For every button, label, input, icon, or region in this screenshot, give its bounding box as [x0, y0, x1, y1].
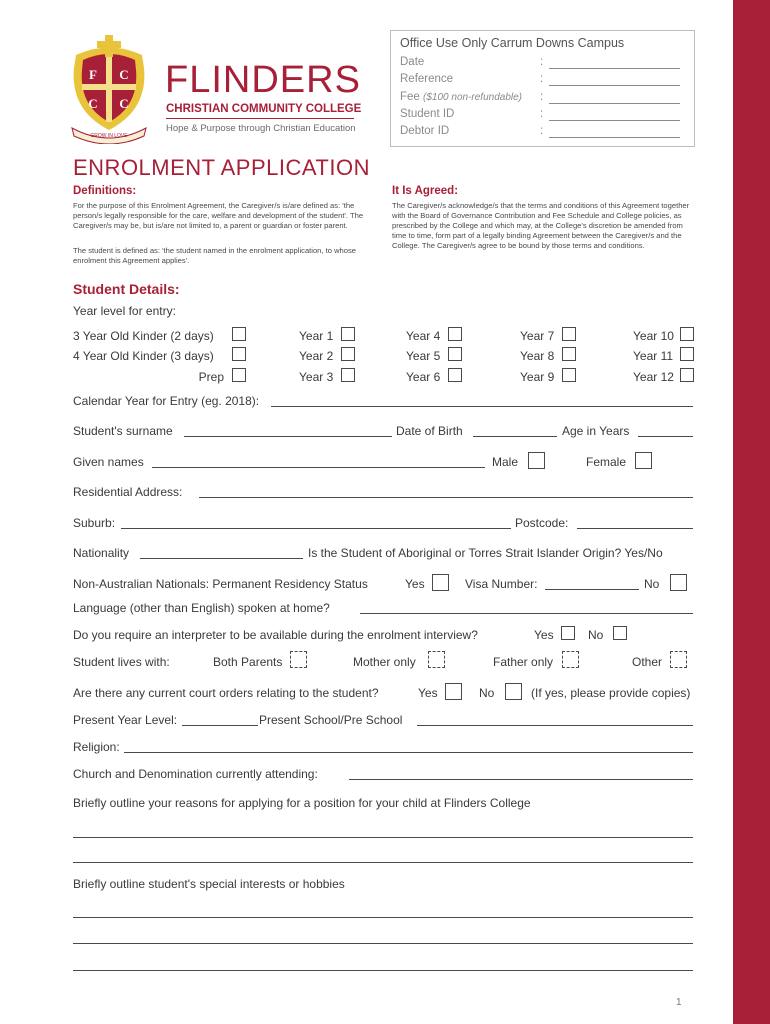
office-row-student-id: Student ID :	[400, 108, 685, 120]
definitions-student-text: The student is defined as: 'the student named in the enrolment application, to whose enrolment this Agreement applies'.	[73, 246, 357, 265]
year-6-checkbox[interactable]	[448, 368, 462, 382]
office-row-fee: Fee ($100 non-refundable) :	[400, 91, 685, 103]
church-field[interactable]	[349, 779, 693, 780]
logo-divider	[166, 118, 354, 119]
male-label: Male	[492, 455, 519, 469]
crest-letter: C	[119, 96, 129, 111]
office-row-date: Date :	[400, 56, 685, 68]
year-option-label: Year 5	[406, 349, 441, 363]
court-note: (If yes, please provide copies)	[531, 686, 691, 700]
lives-option-label: Other	[632, 655, 663, 669]
court-no-label: No	[479, 686, 495, 700]
year-option-label: 4 Year Old Kinder (3 days)	[73, 349, 214, 363]
female-checkbox[interactable]	[635, 452, 652, 469]
year-5-checkbox[interactable]	[448, 347, 462, 361]
interpreter-yes-checkbox[interactable]	[561, 626, 575, 640]
crest-motto: GROW IN LOVE	[90, 133, 128, 139]
age-field[interactable]	[638, 436, 693, 437]
agreed-heading: It Is Agreed:	[392, 185, 459, 197]
both-parents-checkbox[interactable]	[290, 651, 307, 668]
office-row-debtor-id: Debtor ID :	[400, 125, 685, 137]
religion-field[interactable]	[124, 752, 693, 753]
residency-no-checkbox[interactable]	[670, 574, 687, 591]
year-option-label: Year 9	[520, 370, 555, 384]
year-option-label: Year 11	[633, 349, 674, 363]
year-10-checkbox[interactable]	[680, 327, 694, 341]
male-checkbox[interactable]	[528, 452, 545, 469]
language-field[interactable]	[360, 613, 693, 614]
visa-label: Visa Number:	[465, 577, 538, 591]
court-orders-question: Are there any current court orders relating to the student?	[73, 686, 379, 700]
dob-field[interactable]	[473, 436, 557, 437]
prep-checkbox[interactable]	[232, 368, 246, 382]
other-checkbox[interactable]	[670, 651, 687, 668]
year-option-label: Year 3	[299, 370, 334, 384]
year-option-label: Year 8	[520, 349, 555, 363]
court-yes-checkbox[interactable]	[445, 683, 462, 700]
year-option-label: Year 10	[633, 329, 674, 343]
surname-field[interactable]	[184, 436, 392, 437]
given-names-field[interactable]	[152, 467, 485, 468]
office-field-line[interactable]	[549, 103, 680, 104]
reasons-line[interactable]	[73, 837, 693, 838]
office-use-box	[390, 30, 695, 147]
college-subtitle: CHRISTIAN COMMUNITY COLLEGE	[166, 103, 362, 115]
interests-label: Briefly outline student's special interests or hobbies	[73, 877, 345, 891]
year-level-label: Year level for entry:	[73, 304, 176, 318]
visa-number-field[interactable]	[545, 589, 639, 590]
page-number: 1	[676, 997, 682, 1008]
crest-letter: F	[89, 67, 97, 82]
interests-line[interactable]	[73, 970, 693, 971]
interpreter-question: Do you require an interpreter to be available during the enrolment interview?	[73, 628, 478, 642]
office-field-line[interactable]	[549, 120, 680, 121]
interests-line[interactable]	[73, 943, 693, 944]
year-option-label: Year 2	[299, 349, 334, 363]
interpreter-no-label: No	[588, 628, 604, 642]
college-tagline: Hope & Purpose through Christian Education	[166, 123, 356, 134]
year-option-label: Year 4	[406, 329, 441, 343]
postcode-label: Postcode:	[515, 516, 569, 530]
reasons-line[interactable]	[73, 862, 693, 863]
calendar-year-field[interactable]	[271, 406, 693, 407]
year-2-checkbox[interactable]	[341, 347, 355, 361]
reasons-label: Briefly outline your reasons for applying for a position for your child at Flinders College	[73, 796, 531, 810]
religion-label: Religion:	[73, 740, 120, 754]
office-field-line[interactable]	[549, 137, 680, 138]
fee-note: ($100 non-refundable)	[423, 92, 522, 103]
address-field[interactable]	[199, 497, 693, 498]
year-7-checkbox[interactable]	[562, 327, 576, 341]
kinder-3yo-checkbox[interactable]	[232, 327, 246, 341]
language-label: Language (other than English) spoken at home?	[73, 601, 330, 615]
student-details-heading: Student Details:	[73, 281, 180, 297]
female-label: Female	[586, 455, 627, 469]
interests-line[interactable]	[73, 917, 693, 918]
definitions-text: For the purpose of this Enrolment Agreement, the Caregiver/s is/are defined as: 'the person/s legally responsible for the care, welfare and development of the student'. The Caregiver/s may be, but is/are not limited to, a parent or guardian or foster parent.	[73, 201, 364, 230]
year-option-label: Year 7	[520, 329, 555, 343]
year-option-label: Year 12	[633, 370, 674, 384]
residency-no-label: No	[644, 577, 660, 591]
year-8-checkbox[interactable]	[562, 347, 576, 361]
dob-label: Date of Birth	[396, 424, 463, 438]
nationality-label: Nationality	[73, 546, 130, 560]
year-option-label: Year 1	[299, 329, 334, 343]
side-color-band	[733, 0, 770, 1024]
office-field-line[interactable]	[549, 68, 680, 69]
residency-yes-label: Yes	[405, 577, 425, 591]
nationality-field[interactable]	[140, 558, 303, 559]
year-11-checkbox[interactable]	[680, 347, 694, 361]
present-year-label: Present Year Level:	[73, 713, 178, 727]
present-school-field[interactable]	[417, 725, 693, 726]
year-1-checkbox[interactable]	[341, 327, 355, 341]
lives-option-label: Father only	[493, 655, 554, 669]
present-school-label: Present School/Pre School	[259, 713, 403, 727]
office-row-reference: Reference :	[400, 73, 685, 85]
year-12-checkbox[interactable]	[680, 368, 694, 382]
lives-with-label: Student lives with:	[73, 655, 170, 669]
office-use-title: Office Use Only Carrum Downs Campus	[400, 36, 625, 50]
postcode-field[interactable]	[577, 528, 693, 529]
year-option-label: Year 6	[406, 370, 441, 384]
office-label: Reference	[400, 73, 454, 85]
crest-letter: C	[119, 67, 129, 82]
residency-yes-checkbox[interactable]	[432, 574, 449, 591]
aboriginal-question: Is the Student of Aboriginal or Torres Strait Islander Origin? Yes/No	[308, 546, 663, 560]
suburb-label: Suburb:	[73, 516, 116, 530]
present-year-field[interactable]	[182, 725, 258, 726]
father-only-checkbox[interactable]	[562, 651, 579, 668]
lives-option-label: Mother only	[353, 655, 416, 669]
office-label: Date	[400, 56, 425, 68]
address-label: Residential Address:	[73, 485, 183, 499]
agreed-text: The Caregiver/s acknowledge/s that the terms and conditions of this Agreement together with the Board of Governance Contribution and Fee Schedule and College policies, as prescribed by the College and which may, at the College's discretion be amended from time to time, form part of a legally binding Agreement between the Caregiver/s and the College. The Caregiver/s agree to be bound by those terms and conditions.	[392, 201, 690, 250]
kinder-4yo-checkbox[interactable]	[232, 347, 246, 361]
suburb-field[interactable]	[121, 528, 511, 529]
definitions-heading: Definitions:	[73, 185, 137, 197]
court-no-checkbox[interactable]	[505, 683, 522, 700]
lives-option-label: Both Parents	[213, 655, 283, 669]
surname-label: Student's surname	[73, 424, 173, 438]
age-label: Age in Years	[562, 424, 630, 438]
church-label: Church and Denomination currently attending:	[73, 767, 318, 781]
calendar-year-label: Calendar Year for Entry (eg. 2018):	[73, 394, 260, 408]
year-option-label: Prep	[198, 370, 224, 384]
year-9-checkbox[interactable]	[562, 368, 576, 382]
office-label: Fee	[400, 91, 420, 103]
college-name: FLINDERS	[165, 59, 361, 101]
mother-only-checkbox[interactable]	[428, 651, 445, 668]
year-4-checkbox[interactable]	[448, 327, 462, 341]
interpreter-yes-label: Yes	[534, 628, 554, 642]
court-yes-label: Yes	[418, 686, 438, 700]
form-title: ENROLMENT APPLICATION	[73, 155, 370, 180]
interpreter-no-checkbox[interactable]	[613, 626, 627, 640]
given-names-label: Given names	[73, 455, 144, 469]
office-label: Student ID	[400, 108, 455, 120]
year-3-checkbox[interactable]	[341, 368, 355, 382]
year-option-label: 3 Year Old Kinder (2 days)	[73, 329, 214, 343]
residency-label: Non-Australian Nationals: Permanent Residency Status	[73, 577, 368, 591]
office-field-line[interactable]	[549, 85, 680, 86]
office-label: Debtor ID	[400, 125, 450, 137]
crest-letter: C	[88, 96, 98, 111]
college-crest-logo	[66, 30, 152, 144]
